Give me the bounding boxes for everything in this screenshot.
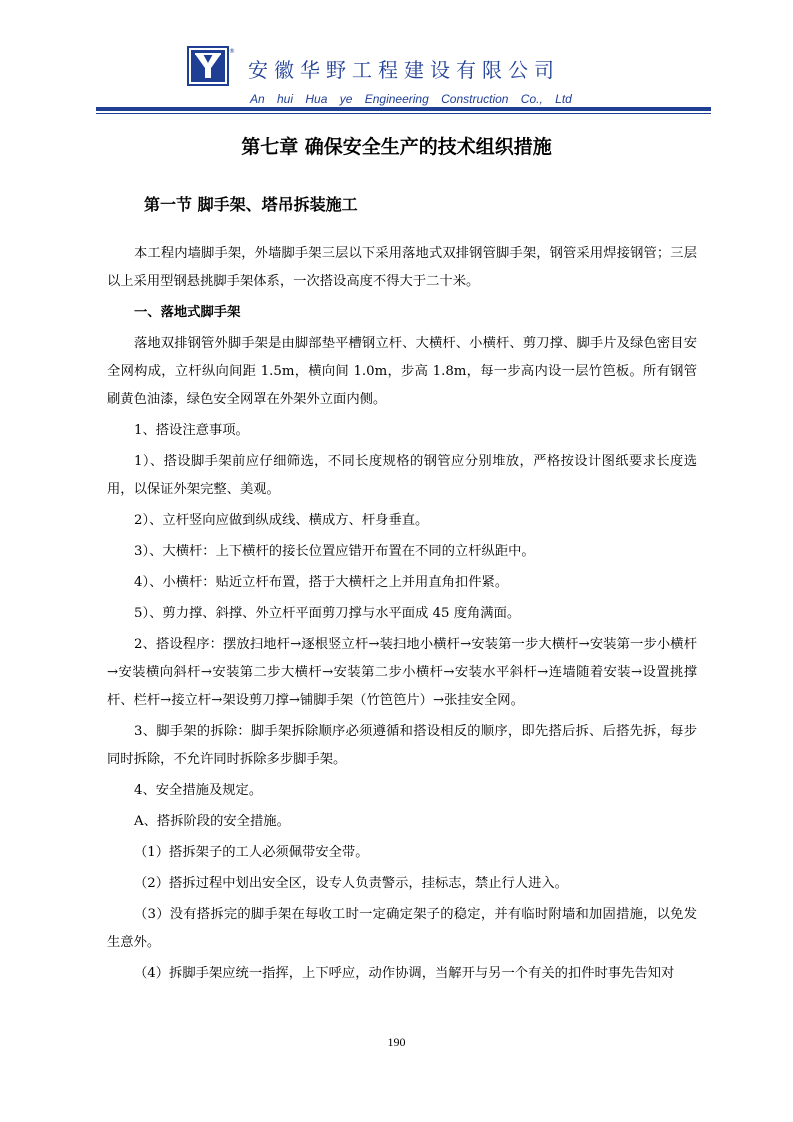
paragraph: （3）没有搭拆完的脚手架在每收工时一定确定架子的稳定，并有临时附墙和加固措施，以免发生意外。: [107, 907, 697, 950]
paragraph: 落地双排钢管外脚手架是由脚部垫平槽钢立杆、大横杆、小横杆、剪刀撑、脚手片及绿色密目安全网构成，立杆纵向间距 1.5m，横向间 1.0m，步高 1.8m，每一步高内设一层竹笆板。所有钢管刷黄色油漆，绿色安全网罩在外架外立面内侧。: [107, 336, 697, 407]
paragraph: 2、搭设程序：摆放扫地杆→逐根竖立杆→装扫地小横杆→安装第一步大横杆→安装第一步小横杆→安装横向斜杆→安装第二步大横杆→安装第二步小横杆→安装水平斜杆→连墙随着安装→设置挑撑杆、栏杆→接立杆→架设剪刀撑→铺脚手架（竹笆笆片）→张挂安全网。: [107, 637, 697, 708]
paragraph: 3、脚手架的拆除：脚手架拆除顺序必须遵循和搭设相反的顺序，即先搭后拆、后搭先拆，每步同时拆除，不允许同时拆除多步脚手架。: [107, 724, 697, 767]
company-name-cn: 安徽华野工程建设有限公司: [248, 58, 560, 82]
header-divider: [96, 107, 711, 111]
paragraph: 本工程内墙脚手架，外墙脚手架三层以下采用落地式双排钢管脚手架，钢管采用焊接钢管；三层以上采用型钢悬挑脚手架体系，一次搭设高度不得大于二十米。: [107, 246, 697, 289]
paragraph: 4）、小横杆：贴近立杆布置，搭于大横杆之上并用直角扣件紧。: [134, 575, 509, 590]
svg-text:®: ®: [229, 48, 235, 55]
chapter-title: 第七章 确保安全生产的技术组织措施: [241, 136, 552, 158]
paragraph: A、搭拆阶段的安全措施。: [134, 814, 290, 829]
company-logo-icon: [186, 45, 234, 89]
paragraph: （2）搭拆过程中划出安全区，设专人负责警示，挂标志，禁止行人进入。: [134, 876, 568, 891]
paragraph: 5）、剪力撑、斜撑、外立杆平面剪刀撑与水平面成 45 度角满面。: [134, 606, 521, 621]
paragraph: （1）搭拆架子的工人必须佩带安全带。: [134, 845, 369, 860]
paragraph: 4、安全措施及规定。: [134, 783, 263, 798]
header-divider-thin: [96, 113, 711, 114]
page-number: 190: [387, 1035, 406, 1049]
paragraph: 3）、大横杆：上下横杆的接长位置应错开布置在不同的立杆纵距中。: [134, 544, 535, 559]
paragraph: 1）、搭设脚手架前应仔细筛选，不同长度规格的钢管应分别堆放，严格按设计图纸要求长度选用，以保证外架完整、美观。: [107, 454, 697, 497]
paragraph: 1、搭设注意事项。: [134, 423, 249, 438]
subheading: 一、落地式脚手架: [134, 305, 241, 320]
company-name-en: An hui Hua ye Engineering Construction Co., Ltd: [250, 92, 572, 106]
section-title: 第一节 脚手架、塔吊拆装施工: [144, 195, 358, 214]
paragraph: （4）拆脚手架应统一指挥，上下呼应，动作协调，当解开与另一个有关的扣件时事先告知对: [134, 966, 675, 981]
paragraph: 2）、立杆竖向应做到纵成线、横成方、杆身垂直。: [134, 513, 429, 528]
document-body: [107, 240, 697, 988]
